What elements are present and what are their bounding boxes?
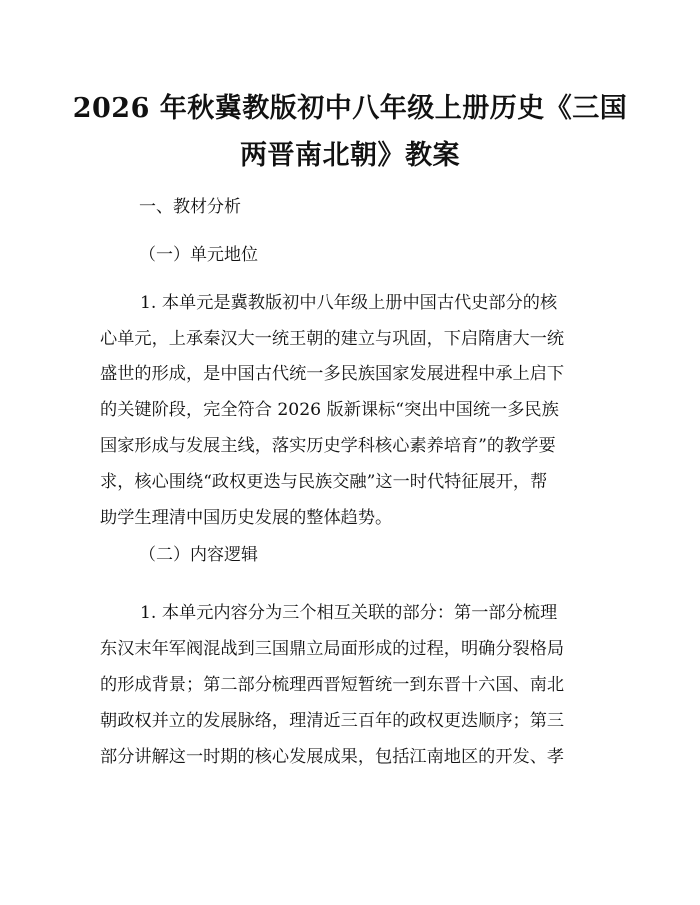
paragraph-1-line: 的关键阶段，完全符合 2026 版新课标“突出中国统一多民族 <box>100 400 559 420</box>
subsection-heading-unit-position: （一）单元地位 <box>139 245 258 265</box>
paragraph-2-line: 的形成背景；第二部分梳理西晋短暂统一到东晋十六国、南北 <box>100 675 565 695</box>
paragraph-1-line: 1. 本单元是冀教版初中八年级上册中国古代史部分的核 <box>140 293 558 313</box>
paragraph-2-line: 部分讲解这一时期的核心发展成果，包括江南地区的开发、孝 <box>100 747 565 767</box>
section-heading-textbook-analysis: 一、教材分析 <box>139 197 241 217</box>
document-title-line-2: 两晋南北朝》教案 <box>240 140 460 171</box>
subsection-heading-content-logic: （二）内容逻辑 <box>139 545 258 565</box>
paragraph-2-line: 东汉末年军阀混战到三国鼎立局面形成的过程，明确分裂格局 <box>100 639 565 659</box>
paragraph-1-line: 助学生理清中国历史发展的整体趋势。 <box>100 508 393 528</box>
document-title-line-1: 2026 年秋冀教版初中八年级上册历史《三国 <box>72 93 628 124</box>
paragraph-1-line: 求，核心围绕“政权更迭与民族交融”这一时代特征展开，帮 <box>100 472 548 492</box>
paragraph-2-line: 朝政权并立的发展脉络，理清近三百年的政权更迭顺序；第三 <box>100 711 565 731</box>
paragraph-1-line: 国家形成与发展主线，落实历史学科核心素养培育”的教学要 <box>100 436 556 456</box>
paragraph-1-line: 心单元，上承秦汉大一统王朝的建立与巩固，下启隋唐大一统 <box>100 329 565 349</box>
paragraph-1-line: 盛世的形成，是中国古代统一多民族国家发展进程中承上启下 <box>100 364 565 384</box>
paragraph-2-line: 1. 本单元内容分为三个相互关联的部分：第一部分梳理 <box>140 603 558 623</box>
